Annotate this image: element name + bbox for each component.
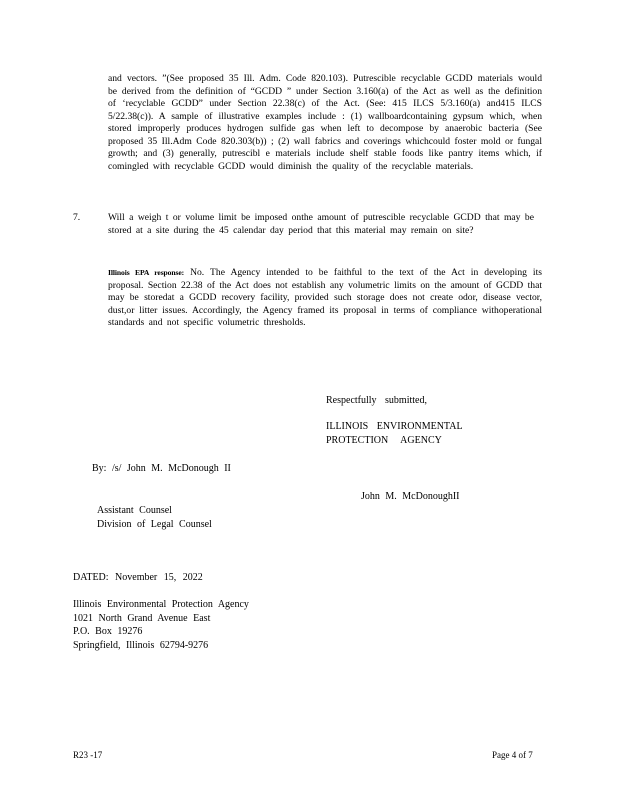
question-number: 7. [73,212,81,223]
address-line3: P.O. Box 19276 [73,626,143,637]
signature-by-line: By: /s/ John M. McDonough II [92,463,231,474]
question-text: Will a weigh t or volume limit be imposed onthe amount of putrescible recyclable GCDD that may be stored at a site during the 45 calendar day period that this material may remain on site? [108,212,534,236]
response-paragraph [108,267,542,330]
respectfully-submitted: Respectfully submitted, [326,395,427,406]
agency-address [73,598,249,652]
signature-title: Assistant Counsel [97,505,172,516]
signature-division: Division of Legal Counsel [97,519,212,530]
signature-name: John M. McDonoughII [361,491,460,502]
agency-name-line1: ILLINOIS ENVIRONMENTAL [326,421,463,432]
paragraph-continued: and vectors. ”(See proposed 35 Ill. Adm. Code 820.103). Putrescible recyclable GCDD materials would be derived from the definition of “GCDD ” under Section 3.160(a) of the Act as well as the definition of ‘recyclable GCDD” under Section 22.38(c) of the Act. (See: 415 ILCS 5/3.160(a) and415 ILCS 5/22.38(c)). A sample of illustrative examples include : (1) wallboardcontaining gypsum which, when stored improperly produces hydrogen sulfide gas when left to decompose by anaerobic bacteria (See proposed 35 Ill.Adm Code 820.303(b)) ; (2) wall fabrics and coverings whichcould foster mold or fungal growth; and (3) generally, putrescibl e materials include shelf stable foods like pantry items which, if comingled with recyclable GCDD would diminish the quality of the recyclable materials. [108,73,542,172]
footer-doc-id: R23 -17 [73,750,103,760]
dated-line: DATED: November 15, 2022 [73,572,203,583]
response-label: Illinois EPA response: [108,268,185,277]
address-line2: 1021 North Grand Avenue East [73,612,211,624]
signature-title-block [97,504,212,532]
closing-block [326,394,463,448]
address-line4: Springfield, Illinois 62794-9276 [73,639,209,651]
response-text: No. The Agency intended to be faithful to the text of the Act in developing its proposal. Section 22.38 of the Act does not establish any volumetric limits on the amount of GCDD that may be storedat a GCDD recovery facility, provided such storage does not create odor, disease vector, dust,or litter issues. Accordingly, the Agency framed its proposal in terms of compliance withoperational standards and not specific volumetric thresholds. [108,267,542,328]
agency-name-line2: PROTECTION AGENCY [326,435,442,446]
footer-page-number: Page 4 of 7 [492,750,533,760]
address-line1: Illinois Environmental Protection Agency [73,599,249,610]
